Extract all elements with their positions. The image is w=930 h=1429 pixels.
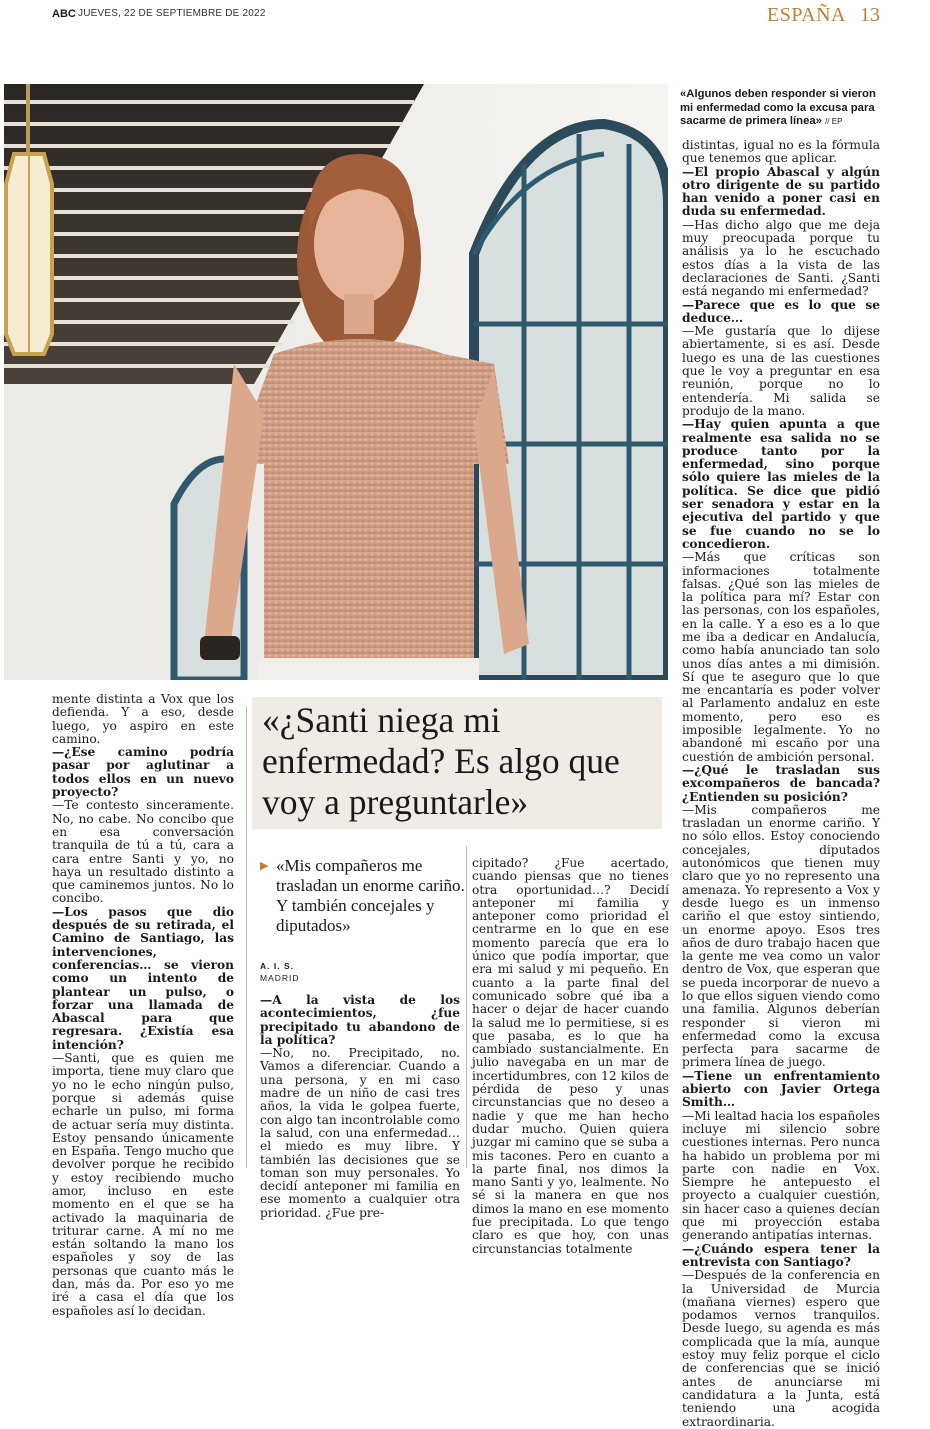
portrait-illustration xyxy=(4,84,668,680)
interview-answer: distintas, igual no es la fórmula que tenemos que aplicar. xyxy=(682,138,880,166)
photo-caption xyxy=(680,88,876,129)
interview-answer: —Mi lealtad hacia los españoles incluye mi silencio sobre cuestiones internas. Pero nunca ha habido un problema por mi parte con nadie en Vox. Siempre he antepuesto el proyecto a cualquier cuestión, sin hacer caso a quienes decían que mi proyección estaba generando antipatías internas. xyxy=(682,1108,880,1243)
interview-question: —Los pasos que dio después de su retirada, el Camino de Santiago, las intervenciones, conferencias… se vieron como un intento de plantear un pulso, o forzar una llamada de Abascal para que regresara. ¿Existía esa intención? xyxy=(52,904,234,1052)
column-divider xyxy=(246,706,247,1168)
article-column-3 xyxy=(472,857,669,1256)
column-divider xyxy=(466,846,467,1168)
interview-answer: mente distinta a Vox que los defienda. Y a eso, desde luego, yo aspiro en este camino. xyxy=(52,692,234,746)
issue-date: JUEVES, 22 DE SEPTIEMBRE DE 2022 xyxy=(78,8,266,19)
interview-question: —A la vista de los acontecimientos, ¿fue precipitado tu abandono de la política? xyxy=(260,993,460,1047)
interview-question: —Hay quien apunta a que realmente esa salida no se produce tanto por la enfermedad, sino porque sólo quiere las mieles de la política. Se dice que pidió ser senadora y estar en la ejecutiva del partido y que se fue cuando no se lo concedieron. xyxy=(682,417,880,551)
interview-answer: —Después de la conferencia en la Universidad de Murcia (mañana viernes) espero que podamos vernos tranquilos. Desde luego, su agenda es más complicada que la mía, aunque estoy muy feliz porque el ciclo de conferencias que se inició antes de anunciarse mi candidatura a la Junta, está teniendo una acogida extraordinaria. xyxy=(682,1268,880,1429)
interview-answer: —Te contesto sinceramente. No, no cabe. No concibo que en esa conversación tranquila de tú a tú, cara a cara entre Santi y yo, no haya un resultado distinto a que caminemos juntos. No lo concibo. xyxy=(52,798,234,906)
page-header xyxy=(0,0,930,34)
interview-answer: cipitado? ¿Fue acertado, cuando piensas que no tienes otra oportunidad…? Decidí anteponer mi familia y anteponer como prioridad el centrarme en lo que en ese momento parecía que era lo único que podía importar, que era mi salud y mi pequeño. En cuanto a la parte final del comunicado sobre qué iba a hacer o dejar de hacer cuando la salud me lo permitiese, si es que pasaba, es lo que ha cambiado sustancialmente. En julio navegaba en un mar de incertidumbres, con 12 kilos de pérdida de peso y unas circunstancias que no deseo a nadie y que me han hecho dudar mucho. Quien quiera juzgar mi camino que se suba a mis tacones. Pero en cuanto a la parte final, nos dimos la mano Santi y yo, lealmente. No sé si la manera en que nos dimos la mano en ese momento fue precipitada. Lo que tengo claro es que hoy, con unas circunstancias totalmente xyxy=(472,856,669,1256)
interview-answer: —Has dicho algo que me deja muy preocupada porque tu análisis ya lo he escuchado estos días a la vista de las declaraciones de Santi. ¿Santi está negando mi enfermedad? xyxy=(682,217,880,299)
interview-answer: —Santi, que es quien me importa, tiene muy claro que yo no le echo ningún pulso, porque si además quise echarle un pulso, mi forma de actuar sería muy distinta. Estoy pensando únicamente en España. Tengo mucho que devolver porque he recibido y estoy recibiendo mucho amor, incluso en este momento en el que se ha activado la maquinaria de triturar carne. A mí no me están soltando la mano los españoles y soy de las personas que cuanto más le dan, más da. Por eso yo me iré a casa el día que los españoles así lo decidan. xyxy=(52,1051,234,1318)
interview-question: —Parece que es lo que se deduce… xyxy=(682,297,880,325)
article-column-4 xyxy=(682,139,880,1429)
sub-quote: «Mis compañeros me trasladan un enorme cariño. Y también concejales y diputados» xyxy=(276,856,465,935)
interview-question: —Tiene un enfrentamiento abierto con Javier Ortega Smith… xyxy=(682,1068,880,1110)
interview-answer: —No, no. Precipitado, no. Vamos a diferenciar. Cuando a una persona, y en mi caso madre de un niño de casi tres años, la vida le golpea fuerte, con algo tan incontrolable como la salud, con una enfermedad… el miedo es muy libre. Y también las decisiones que se toman son muy personales. Yo decidí anteponer mi familia en ese momento a cualquier otra prioridad. ¿Fue pre- xyxy=(260,1046,460,1220)
page-number: 13 xyxy=(860,4,880,26)
interview-question: —El propio Abascal y algún otro dirigente de su partido han venido a poner casi en duda su enfermedad. xyxy=(682,164,880,219)
section-title: ESPAÑA xyxy=(767,4,846,26)
interview-question: —¿Cuándo espera tener la entrevista con Santiago? xyxy=(682,1241,880,1269)
photo-credit: // EP xyxy=(825,117,843,126)
article-column-2 xyxy=(260,994,460,1220)
interview-answer: —Mis compañeros me trasladan un enorme cariño. Y no sólo ellos. Estoy conociendo concejales, diputados autonómicos que tienen muy claro que yo no represento una amenaza. Yo represento a Vox y desde luego es un inmenso cariño el que estoy sintiendo, un enorme apoyo. Esos tres años de duro trabajo hacen que la gente me vea como un valor dentro de Vox, que esperan que se pueda incorporar de nuevo a lo que ellos siguen viendo como una familia. Algunos deberían responder si vieron mi enfermedad como la excusa perfecta para sacarme de primera línea de juego. xyxy=(682,802,880,1070)
interview-photo xyxy=(4,84,668,680)
article-column-1 xyxy=(52,693,234,1318)
headline-quote: «¿Santi niega mi enfermedad? Es algo que voy a preguntarle» xyxy=(262,700,620,822)
caption-text: «Algunos deben responder si vieron mi enfermedad como la excusa para sacarme de primera línea» xyxy=(680,88,876,127)
byline xyxy=(260,960,300,984)
arrow-icon: ▶ xyxy=(260,859,269,872)
byline-location: MADRID xyxy=(260,973,300,983)
interview-answer: —Más que críticas son informaciones totalmente falsas. ¿Qué son las mieles de la política para mí? Estar con las personas, con los españoles, en la calle. Y a eso es a lo que me iba a dedicar en Andalucía, como había anunciado tan solo unos días antes a mi dimisión. Sí que te aseguro que lo que me encantaría es poder volver al Parlamento andaluz en este momento, pero eso es imposible legalmente. Yo no abandoné mi escaño por una cuestión de ambición personal. xyxy=(682,550,880,764)
interview-answer: —Me gustaría que lo dijese abiertamente, si es así. Desde luego es una de las cuestiones que le voy a preguntar en esa reunión, porque no lo entendería. Mi salida se produjo de la mano. xyxy=(682,324,880,418)
interview-question: —¿Ese camino podría pasar por aglutinar a todos ellos en un nuevo proyecto? xyxy=(52,745,234,800)
newspaper-brand: ABC xyxy=(52,8,76,20)
interview-question: —¿Qué le trasladan sus excompañeros de bancada? ¿Entienden su posición? xyxy=(682,762,880,804)
byline-author: A. I. S. xyxy=(260,961,294,971)
